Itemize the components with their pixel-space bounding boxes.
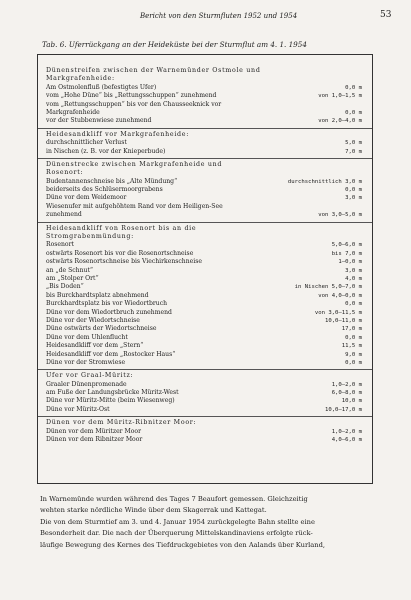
row-value: von 2,0—4,0 m — [318, 118, 362, 125]
row-label: in Nischen (z. B. vor der Knieperbude) — [46, 147, 166, 155]
table-row — [38, 241, 372, 249]
section-title-text: Dünenstrecke zwischen Markgrafenheide und — [46, 160, 223, 168]
section-title-text: Markgrafenheide: — [46, 75, 115, 83]
table-row — [38, 397, 372, 405]
row-value: 6,0—8,0 m — [331, 390, 362, 397]
body-line: läufige Bewegung des Kernes des Tiefdruckgebietes von den Aalands über Kurland, — [40, 540, 325, 549]
page-number: 53 — [380, 10, 392, 20]
section-divider — [38, 416, 372, 417]
table-row — [38, 275, 372, 283]
row-label: Am Ostmolenfluß (befestigtes Ufer) — [46, 83, 157, 91]
table-row — [38, 342, 372, 350]
section-title — [38, 161, 372, 169]
row-label: Düne vor dem Weidemoor — [46, 194, 127, 202]
row-value: 7,0 m — [345, 148, 362, 155]
erosion-table — [37, 54, 373, 484]
row-label: vom „Rettungsschuppen“ bis vor den Chausseeknick vor — [46, 100, 222, 108]
table-row — [38, 148, 372, 156]
row-label: Graaler Dünenpromenade — [46, 380, 127, 388]
row-value: 0,0 m — [345, 109, 362, 116]
section-divider — [38, 128, 372, 129]
body-text — [40, 494, 372, 551]
section-divider — [38, 369, 372, 370]
row-label: vor der Stubbenwiese zunehmend — [46, 117, 152, 125]
row-value: 9,0 m — [345, 351, 362, 358]
body-line: wehten starke nördliche Winde über dem Skagerrak und Kattegat. — [40, 506, 267, 515]
table-row — [38, 292, 372, 300]
row-label: Rosenort — [46, 241, 74, 249]
row-value: 0,0 m — [345, 187, 362, 194]
row-value: 10,0—17,0 m — [324, 406, 362, 413]
table-row — [38, 101, 372, 109]
section-title — [38, 233, 372, 241]
table-row — [38, 381, 372, 389]
table-row — [38, 203, 372, 211]
row-value: 11,5 m — [341, 343, 362, 350]
section-divider — [38, 222, 372, 223]
row-value: 3,0 m — [345, 267, 362, 274]
row-label: Markgrafenheide — [46, 108, 100, 116]
table-row — [38, 317, 372, 325]
section-title-text: Dünen vor dem Müritz-Ribnitzer Moor: — [46, 419, 197, 427]
row-value: in Nischen 5,0—7,0 m — [294, 284, 362, 291]
section-title — [38, 419, 372, 427]
table-row — [38, 428, 372, 436]
row-label: zunehmend — [46, 211, 82, 219]
table-row — [38, 309, 372, 317]
row-value: 1,0—2,0 m — [331, 428, 362, 435]
table-row — [38, 283, 372, 291]
row-label: am „Stolper Ort“ — [46, 274, 99, 282]
row-value: 10,0—11,0 m — [324, 317, 362, 324]
section-title-text: Ufer vor Graal-Müritz: — [46, 372, 134, 380]
row-label: vom „Hohe Düne“ bis „Rettungsschuppen“ zunehmend — [46, 92, 217, 100]
row-label: Dünen vor dem Ribnitzer Moor — [46, 436, 143, 444]
row-label: Düne vor dem Wiedortbruch zunehmend — [46, 308, 172, 316]
table-row — [38, 436, 372, 444]
table-row — [38, 258, 372, 266]
row-value: 1—0,0 m — [338, 259, 362, 266]
row-value: 3,0 m — [345, 195, 362, 202]
row-value: von 4,0—0,0 m — [318, 292, 362, 299]
row-label: Heidesandkliff vor dem „Stern“ — [46, 342, 144, 350]
table-row — [38, 117, 372, 125]
table-row — [38, 250, 372, 258]
row-label: Wiesenufer mit aufgehöhtem Rand vor dem Heiligen-See — [46, 202, 223, 210]
table-row — [38, 267, 372, 275]
row-value: 10,0 m — [341, 398, 362, 405]
row-value: von 3,0—5,0 m — [318, 212, 362, 219]
row-label: ostwärts Rosenortschneise bis Viechirkenschneise — [46, 258, 202, 266]
table-row — [38, 325, 372, 333]
table-row — [38, 139, 372, 147]
table-row — [38, 300, 372, 308]
table-row — [38, 186, 372, 194]
table-row — [38, 109, 372, 117]
section-divider — [38, 158, 372, 159]
row-label: Heidesandkliff vor dem „Rostocker Haus“ — [46, 350, 176, 358]
table-row — [38, 92, 372, 100]
row-label: an „de Schnut“ — [46, 266, 94, 274]
row-value: 1,0—2,0 m — [331, 381, 362, 388]
section-title — [38, 75, 372, 83]
row-label: Düne ostwärts der Wiedortschneise — [46, 325, 157, 333]
table-row — [38, 194, 372, 202]
table-row — [38, 334, 372, 342]
row-value: von 1,0—1,5 m — [318, 93, 362, 100]
table-row — [38, 359, 372, 367]
body-line: Die von dem Sturmtief am 3. und 4. Januar 1954 zurückgelegte Bahn stellte eine — [40, 517, 315, 526]
row-value: 0,0 m — [345, 359, 362, 366]
row-label: durchschnittlicher Verlust — [46, 139, 127, 147]
section-title — [38, 169, 372, 177]
row-label: bis Burckhardtsplatz abnehmend — [46, 291, 149, 299]
table-row — [38, 178, 372, 186]
row-label: Burckhardtsplatz bis vor Wiedortbruch — [46, 300, 168, 308]
row-value: 0,0 m — [345, 84, 362, 91]
row-value: 0,0 m — [345, 301, 362, 308]
row-label: Düne vor Müritz-Mitte (beim Wiesenweg) — [46, 397, 175, 405]
row-label: am Fuße der Landungsbrücke Müritz-West — [46, 389, 179, 397]
body-line: Besonderheit dar. Die nach der Überquerung Mittelskandinaviens erfolgte rück- — [40, 529, 313, 538]
section-title — [38, 131, 372, 139]
row-label: Budentannenschneise bis „Alte Mündung“ — [46, 177, 178, 185]
section-title — [38, 372, 372, 380]
row-label: ostwärts Rosenort bis vor die Rosenortschneise — [46, 249, 194, 257]
table-caption: Tab. 6. Uferrückgang an der Heideküste bei der Sturmflut am 4. 1. 1954 — [42, 40, 307, 49]
section-title — [38, 225, 372, 233]
section-title-text: Heidesandkliff von Rosenort bis an die — [46, 224, 197, 232]
table-row — [38, 406, 372, 414]
row-label: Dünen vor dem Müritzer Moor — [46, 427, 142, 435]
body-line: In Warnemünde wurden während des Tages 7 Beaufort gemessen. Gleichzeitig — [40, 495, 308, 503]
running-title: Bericht von den Sturmfluten 1952 und 1954 — [140, 12, 298, 20]
row-value: bis 7,0 m — [331, 250, 362, 257]
row-value: 17,0 m — [341, 326, 362, 333]
section-title — [38, 67, 372, 75]
section-title-text: Heidesandkliff vor Markgrafenheide: — [46, 130, 190, 138]
table-row — [38, 211, 372, 219]
section-title-text: Rosenort: — [46, 169, 84, 177]
row-label: Düne vor der Stromwiese — [46, 358, 126, 366]
row-label: Düne vor der Wiedortschneise — [46, 316, 140, 324]
table-row — [38, 351, 372, 359]
row-label: Düne vor Müritz-Ost — [46, 405, 110, 413]
row-label: Düne vor dem Uhlenflucht — [46, 333, 128, 341]
row-value: 5,0—6,0 m — [331, 242, 362, 249]
row-value: durchschnittlich 3,0 m — [287, 178, 362, 185]
row-label: beiderseits des Schlüsermoorgrabens — [46, 186, 163, 194]
row-value: 5,0 m — [345, 140, 362, 147]
table-row — [38, 84, 372, 92]
section-title-text: Dünenstreifen zwischen der Warnemünder Ostmole und — [46, 67, 261, 74]
row-value: 4,0 m — [345, 275, 362, 282]
table-body — [38, 67, 372, 444]
table-row — [38, 389, 372, 397]
row-value: 4,0—6,0 m — [331, 437, 362, 444]
row-label: „Bis Doden“ — [46, 283, 84, 291]
row-value: 0,0 m — [345, 334, 362, 341]
section-title-text: Stromgrabenmündung: — [46, 233, 134, 241]
row-value: von 3,0—11,5 m — [314, 309, 362, 316]
